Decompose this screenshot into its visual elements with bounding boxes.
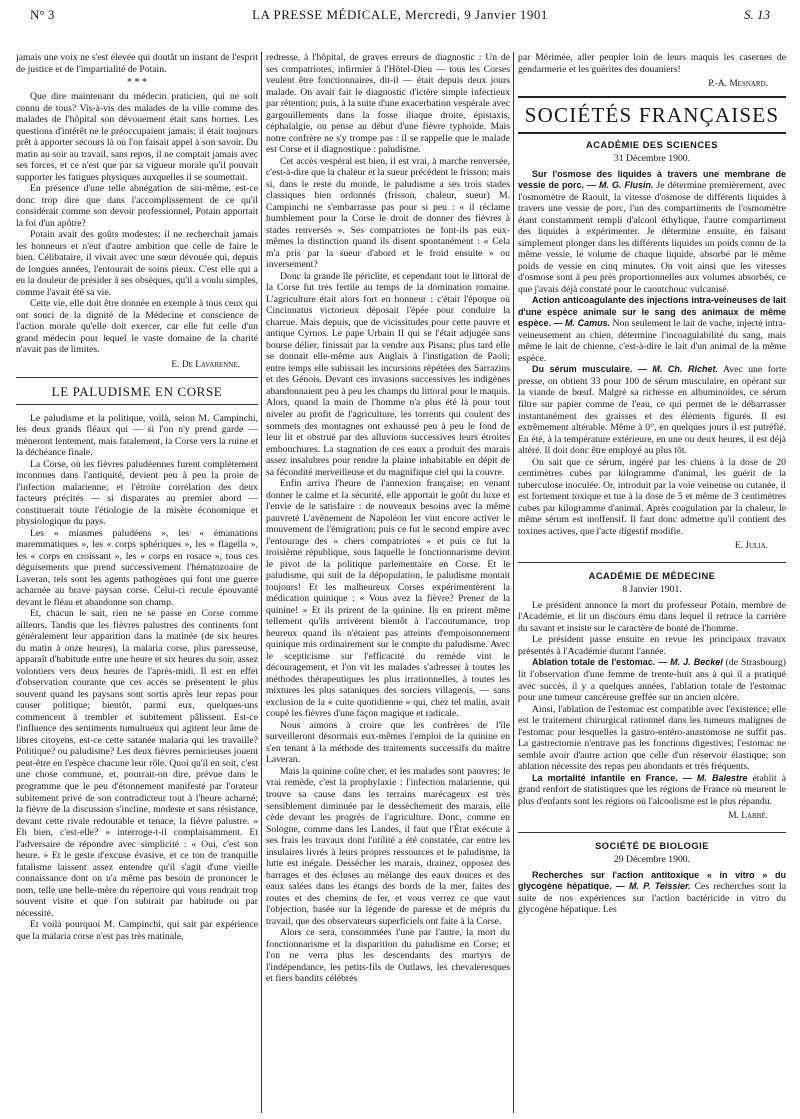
entry-author: — M. G. Flusin.	[587, 180, 654, 191]
paragraph: Le président annonce la mort du professeur Potain, membre de l'Académie, et lit un discours ému dans lequel il retrace la carrière du savant et insiste sur le caractère de bonté de l'homme.	[518, 599, 786, 634]
abstract-entry	[518, 657, 786, 703]
abstract-entry	[518, 773, 786, 808]
paragraph: Et, chacun le sait, rien ne se passe en Corse comme ailleurs. Tandis que les fièvres palustres des continents font généralement leur apparition dans la matinée (de six heures du matin à onze heures), la malaria corse, plus paresseuse, apparaît d'habitude entre une heure et six heures du soir, assez volontiers vers deux heures de l'après-midi. Il est en effet d'observation courante que ces accès se présentent le plus souvent quand les paysans sont sortis après leur repas pour causer politique; bientôt, parmi eux, quelques-uns commencent à trembler et subitement pâlissent. Est-ce l'influence des sentiments tumultueux qui agitent leur âme de libres citoyens, est-ce cette satanée malaria qui les travaille? Politique? ou paludisme? Les deux fièvres pernicieuses jouent peut-être en l'espèce chacune leur rôle. Quoi qu'il en soit, c'est une chose commune, et, pourrait-on dire, prévue dans le programme que le peu d'étonnement manifesté par l'orateur subitement privé de son contradicteur tout à l'heure acharné; la fièvre de la discussion s'incline, modeste et sans résistance, devant cette rivale redoutable et tenace, la fièvre palustre. « Eh bien, c'est-elle? » interroge-t-il complaisamment. Et l'adversaire de répondre avec simplicité : « Oui, c'est son heure. » Et le geste d'excuse évasive, et ce ton de tranquille fatalisme laissent assez entendre qu'il s'agit d'une vieille connaissance dont on n'a même pas besoin de prononcer le nom, telle une belle-mère du répertoire qui vous rendrait trop souvent visite et que l'on subirait par habitude ou par nécessité.	[16, 608, 258, 919]
article-title: LE PALUDISME EN CORSE	[16, 377, 258, 404]
entry-title: Action anticoagulante des injections intra-veineuses de lait d'une espèce animale sur le sang des animaux de même espèce.	[518, 295, 786, 329]
paragraph: On sait que ce sérum, ingéré par les chiens à la dose de 20 centimètres cubes par kilogramme d'animal, les guérit de la tuberculose inoculée. Or, introduit par la voie veineuse ou cutanée, il est fortement toxique et tue à la dose de 5 et même de 3 centimètres cubes par kilogramme d'animal. Après coagulation par la chaleur, le même sérum est inoffensif. Il faut donc admettre qu'il contient des toxines actives, que l'acte digestif modifie.	[518, 456, 786, 537]
paragraph: Donc la grande île périclite, et cependant tout le littoral de la Corse fut très fertile au temps de la domination romaine. L'agriculture était alors fort en honneur : c'était l'époque où Cincinnatus victorieux déposait l'épée pour conduire la charrue. Mais depuis, que de vicissitudes pour cette pauvre et antique Cyrnos. Le pape Urbain II qui se l'était adjugée sans bourse délier, finissait par la vendre aux Pisans; plus tard elle se donnait elle-même aux Anglais à l'instigation de Paoli; entre temps elle subissait les incursions répétées des Sarrazins et des Génois. Devant ces invasions successives les indigènes abandonnaient peu à peu les champs du littoral pour le maquis. Alors, quand la main de l'homme n'a plus été là pour tout niveler au profit de l'agriculture, les torrents qui coulent des sommets des montagnes ont exhaussé peu à peu le fond de leur lit et obstrué par des alluvions successives leurs étroites embouchures. La stagnation de ces eaux a produit des marais assez insalubres pour rendre la plaine inhabitable en dépit de sa fécondité merveilleuse et du magnifique ciel qui la couvre.	[266, 270, 510, 478]
paragraph: Potain avait des goûts modestes; il ne recherchait jamais les honneurs et n'eut d'autre ambition que celle de faire le bien. Célibataire, il vivait avec une sœur dévouée qui, depuis de longues années, l'entourait de soins pieux. C'est elle qui a eu la douleur de présider à ses obsèques, qu'il a voulu simples, comme l'avait été sa vie.	[16, 229, 258, 298]
page-header	[30, 4, 770, 26]
paragraph: Alors ce sera, consommées l'une par l'autre, la mort du fonctionnarisme et la disparition du paludisme en Corse; et l'on ne verra plus les descendants des martyrs de l'indépendance, les petits-fils de Outlaws, les chevaleresques et fiers bandits célébrés	[266, 927, 510, 985]
session-date: 8 Janvier 1901.	[622, 584, 682, 596]
author-signature: E. Julia.	[734, 541, 768, 552]
entry-author: — M. Camus.	[553, 318, 611, 329]
entry-text: Avec une forte presse, on obtient 33 pour 100 de sérum musculaire, en opérant sur la viande de bœuf. Malgré sa richesse en albuminoïdes, ce sérum filtre sur papier comme de l'eau, ce qui permet de le débarrasser instantanément des graisses et des éléments figurés. Il est extrêmement altérable. Même à 0°, en quelques jours il est putréfié. En été, à la température extérieure, en une ou deux heures, il est déjà altéré. Il doit donc être employé au plus tôt.	[518, 364, 786, 457]
entry-author: — M. Ch. Richet.	[637, 364, 718, 375]
abstract-entry	[518, 364, 786, 456]
paragraph: Mais la quinine coûte cher, et les malades sont pauvres; le vrai remède, c'est la prophylaxie : l'infection malarienne, qui trouve sa cause dans les terrains marécageux est très sensiblement diminuée par le dessèchement des marais, elle cède devant les progrès de l'agriculture. Donc, comme en Sologne, comme dans les Landes, il faut que l'État exécute à ses frais les travaux dont l'utilité a été constatée, car entre les insulaires livrés à leurs propres ressources et le paludisme, la lutte est inégale. Dessécher les marais, drainez, opposez des barrages et des écluses au mélange des eaux douces et des eaux salées dans les étangs des bords de la mer, faites des routes et des chemins de fer, et vous verrez ce que vaut l'objection, basée sur la légende de paresse et de mépris du travail, que des observateurs superficiels ont faite à la Corse.	[266, 765, 510, 927]
journal-title: LA PRESSE MÉDICALE, Mercredi, 9 Janvier 1901	[252, 7, 548, 22]
column-divider-2	[513, 52, 514, 1113]
entry-text: Je détermine premièrement, avec l'osmomètre de Raoult, la vitesse d'osmose de différents liquides à travers une vessie de porc, l'un des compartiments de l'osmomètre étant constamment rempli d'alcool éthylique, l'autre compartiment des liquides à expérimenter. Je détermine ensuite, en faisant simplement plonger dans les différents liquides un poids connu de la même vessie, le volume de chaque liquide, absorbé par le même poids de vessie en cinq minutes. On voit ainsi que les vitesses d'osmose sont à peu près proportionnelles aux volumes absorbés, ce que j'avais déjà constaté pour le caoutchouc vulcanisé.	[518, 180, 786, 295]
entry-text: (de Strasbourg) lit l'observation d'une femme de trente-huit ans à qui il a pratiqué avec succès, il y a quelques années, l'ablation totale de l'estomac pour une tumeur cancéreuse greffée sur un ancien ulcère.	[518, 657, 786, 704]
paragraph: Ainsi, l'ablation de l'estomac est compatible avec l'existence; elle est le traitement chirurgical rationnel dans les tumeurs malignes de l'estomac pour lesquelles la gastro-entéro-anastomose ne suffit pas. La gastrectomie n'entrave pas les fonctions digestives; l'estomac ne semble avoir d'autre action que celle d'un réservoir élastique; son ablation nécessite des repas peu abondants et très fréquents.	[518, 703, 786, 773]
column-divider-1	[261, 52, 262, 1113]
paragraph: jamais une voix ne s'est élevée qui doutât un instant de l'esprit de justice et de l'impartialité de Potain.	[16, 52, 258, 75]
author-signature: M. Labbé.	[728, 811, 768, 822]
entry-author: — M. J. Beckel	[658, 657, 723, 668]
entry-text: Non seulement le lait de vache, injecté intra-veineusement au chien, détermine l'incoagulabilité du sang, mais même le lait de chienne, c'est-à-dire le lait d'un animal de la même espèce.	[518, 318, 786, 364]
entry-author: — M. P. Teissier.	[615, 881, 691, 892]
paragraph: Nous aimons à croire que les confrères de l'île surveilleront désormais eux-mêmes l'emploi de la quinine en s'en tenant à la méthode des traitements successifs du maître Laveran.	[266, 719, 510, 766]
paragraph: La Corse, où les fièvres paludéennes furent complètement inconnues dans l'antiquité, devient peu à peu la proie de l'infection malarienne; et l'étroite corrélation des deux facteurs précités — si disparates au premier abord — constituerait toute l'étiologie de la misère économique et physiologique du pays.	[16, 458, 258, 528]
paragraph: Les « miasmes paludéens », les « émanations maremmatiques », les « corps sphériques », les « flagella », les « corps en croissant », les « corps en rosace », tous ces déguisements que prend successivement l'hématozoaire de Laveran, tels sont les agents pathogènes qui font une guerre acharnée au brave paysan corse. Celui-ci recule épouvanté devant le fléau et abandonne son champ.	[16, 527, 258, 608]
entry-title: Ablation totale de l'estomac.	[532, 657, 656, 668]
entry-title: Recherches sur l'action antitoxique « in vitro » du glycogène hépatique.	[518, 869, 786, 892]
paragraph: Que dire maintenant du médecin praticien, qui ne soit connu de tous? Vis-à-vis des malades de la ville comme des malades de l'hôpital son dévouement était sans bornes. Les questions d'intérêt ne le préoccupaient jamais; il était toujours prêt à apporter secours là où l'on faisait appel à son savoir. Du matin au soir au travail, sans repos, il ne comptait jamais avec ses forces, et ce n'est que par sa vigueur morale qu'il pouvait supporter les fatigues physiques auxquelles il se soumettait.	[16, 91, 258, 183]
paragraph: Enfin arriva l'heure de l'annexion française; en venant donner le calme et la sécurité, elle apportait le goût du luxe et l'envie de le satisfaire : de nouveaux besoins avec la même pauvreté L'avènement de Napoléon Ier vint encore activer le mouvement de l'émigration; puis ce fut le second empire avec l'entourage des « chers compatriotes » et puis ce fut la troisième république, sous laquelle le fonctionnarisme devint le pivot de la politique parlementaire en Corse. Et le paludisme, qui suit de la dépopulation, le paludisme montait toujours! Et les malheureux Corses expérimentèrent la médication quinique : « Vous avez la fièvre? Prenez de la quinine! » Et ils prirent de la quinine. Ils en prirent même tellement qu'ils arrivèrent bientôt à l'accoutumance, trop heureux quand ils n'étaient pas atteints d'empoisonnement quinique mis ordinairement sur le compte du paludisme. Avec le scepticisme sur l'efficacité du remède vint le découragement, et l'on vit les malades s'adresser à toutes les méthodes thérapeutiques les plus irrationnelles, à toutes les mixtures les plus sataniques des sorciers villageois, — sans exclusion de la « cuite quotidienne » qui, chez tel malin, avait coupé les fièvres d'une façon magique et radicale.	[266, 478, 510, 720]
author-signature: P.-A. Mesnard.	[708, 79, 768, 90]
abstract-entry	[518, 870, 786, 916]
page-reference: S. 13	[744, 7, 770, 22]
author-signature: E. De Lavarenne.	[171, 359, 240, 370]
paragraph: Le président passe ensuite en revue les principaux travaux présentés à l'Académie durant l'année.	[518, 634, 786, 657]
paragraph: Cette vie, elle doit être donnée en exemple à tous ceux qui ont souci de la dignité de la Médecine et conscience de l'action morale qu'elle doit exercer, car elle fut celle d'un grand médecin pour lequel le vaste domaine de la charité n'avait pas de limites.	[16, 298, 258, 356]
entry-text: établit à grand renfort de statistiques que les régions de France où meurent le plus d'enfants sont les régions où l'alcoolisme est le plus répandu.	[518, 772, 786, 807]
abstract-entry	[518, 295, 786, 364]
paragraph: Et voilà pourquoi M. Campinchi, qui sait par expérience que la malaria corse n'est pas très matinale,	[16, 919, 258, 942]
session-date: 29 Décembre 1900.	[613, 854, 691, 866]
paragraph: redresse, à l'hôpital, de graves erreurs de diagnostic : Un de ses compatriotes, infirmier à l'Hôtel-Dieu — tous les Corses veulent être fonctionnaires, dit-il — était depuis deux jours malade. On avait fait le diagnostic d'ictère simple infectieux par rétention; puis, à la suite d'une exacerbation vespérale avec gargouillements dans la fosse iliaque droite, épistaxis, céphalalgie, on pense au début d'une fièvre typhoïde. Mais notre confrère ne s'y trompe pas : il se rappelle que le malade est Corse et il diagnostique : paludisme.	[266, 52, 510, 156]
paragraph: En présence d'une telle abnégation de soi-même, est-ce donc trop dire que dans l'accomplissement de ce qu'il considérait comme son devoir professionnel, Potain apportait la foi d'un apôtre?	[16, 183, 258, 229]
entry-title: Du sérum musculaire.	[532, 364, 633, 375]
column-1	[16, 52, 258, 1115]
entry-author: — M. Balestre	[682, 772, 748, 783]
paragraph: par Mérimée, aller peupler loin de leurs maquis les casernes de gendarmerie et les guérites des douaniers!	[518, 52, 786, 75]
paragraph: Cet accès vespéral est bien, il est vrai, à marche renversée, c'est-à-dire que la chaleur et la sueur précèdent le frisson; mais si, dans le reste du monde, le paludisme a ses trois stades classiques bien ordonnés (frisson, chaleur, sueur) M. Campinchi ne s'embarrasse pas pour si peu : « il réclame humblement pour la Corse le droit de donner des fièvres à stades renversés ». Ses compatriotes ne font-ils pas eux-mêmes la distinction quand ils disent spontanément : « Cela m'a pris par la sueur d'abord et le froid ensuite » ou inversement?	[266, 155, 510, 271]
society-heading: SOCIÉTÉ DE BIOLOGIE	[518, 832, 786, 852]
abstract-entry	[518, 169, 786, 296]
section-separator: * * *	[127, 77, 147, 89]
issue-number: N° 3	[30, 7, 55, 22]
entry-title: La mortalité infantile en France.	[532, 772, 678, 783]
section-title: SOCIÉTÉS FRANÇAISES	[518, 96, 786, 134]
society-heading: ACADÉMIE DE MÉDECINE	[518, 562, 786, 582]
column-3	[518, 52, 786, 1115]
entry-text: Ces recherches sont la suite de nos expériences sur l'action bactéricide in vitro du glycogène hépatique. Les	[518, 881, 786, 916]
column-2	[266, 52, 510, 1115]
entry-title: Sur l'osmose des liquides à travers une membrane de vessie de porc.	[518, 168, 786, 191]
session-date: 31 Décembre 1900.	[613, 153, 691, 165]
society-heading: ACADÉMIE DES SCIENCES	[586, 140, 718, 151]
paragraph: Le paludisme et la politique, voilà, selon M. Campinchi, les deux grands fléaux qui — si l'on n'y prend garde — mèneront lentement, mais fatalement, la Corse vers la ruine et la déchéance finale.	[16, 412, 258, 459]
